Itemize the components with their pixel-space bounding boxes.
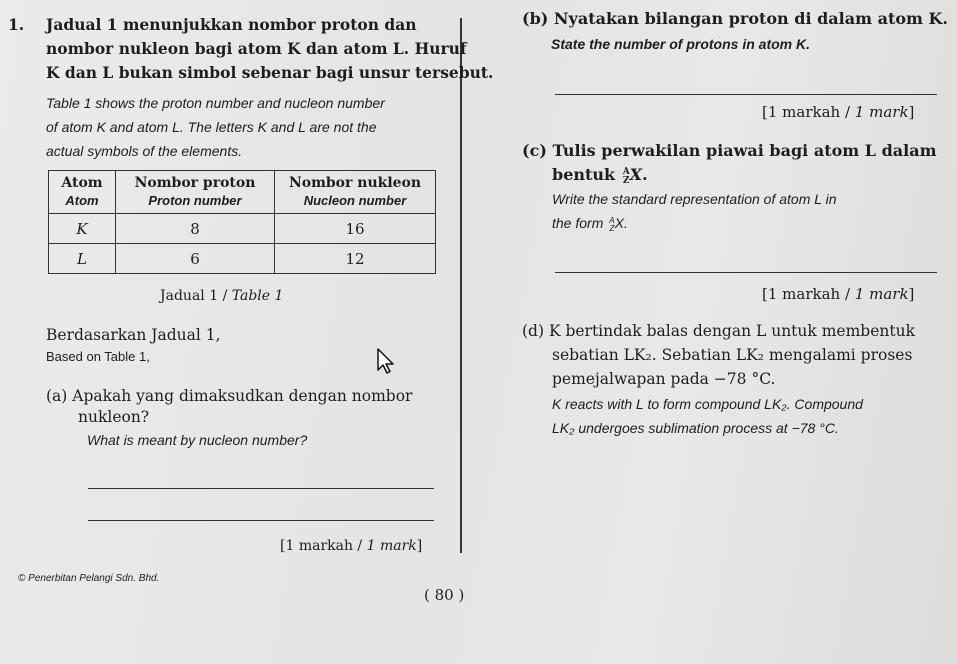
column-divider <box>460 18 462 553</box>
intro-en-line-2: of atom K and atom L. The letters K and L are not the <box>46 119 377 135</box>
answer-line <box>555 94 937 95</box>
part-c-marks: [1 markah / 1 mark] <box>762 285 915 303</box>
cell-proton: 8 <box>116 214 275 244</box>
part-a-ms-line-1: (a) Apakah yang dimaksudkan dengan nombor <box>46 387 413 405</box>
part-c-en-line-1: Write the standard representation of atom L in <box>552 191 837 207</box>
part-d-ms-line-3: pemejalwapan pada −78 °C. <box>552 370 776 388</box>
based-on-ms: Berdasarkan Jadual 1, <box>46 326 221 344</box>
part-d-ms-line-2: sebatian LK₂. Sebatian LK₂ mengalami proses <box>552 346 913 364</box>
part-a-marks: [1 markah / 1 mark] <box>280 538 423 554</box>
answer-line <box>88 488 434 489</box>
part-c-ms-line-1: (c) Tulis perwakilan piawai bagi atom L dalam <box>522 141 937 160</box>
table-row <box>49 244 436 274</box>
part-b-marks: [1 markah / 1 mark] <box>762 103 915 121</box>
answer-line <box>88 520 434 521</box>
cell-nucleon: 12 <box>275 244 436 274</box>
part-a-en: What is meant by nucleon number? <box>87 432 308 448</box>
intro-en-line-1: Table 1 shows the proton number and nucleon number <box>46 95 385 111</box>
part-d-ms-line-1: (d) K bertindak balas dengan L untuk membentuk <box>522 322 915 340</box>
part-c-ms-line-2: bentuk A Z X. <box>552 165 648 186</box>
part-c-en-line-2: the form A Z X. <box>552 215 628 233</box>
table-caption: Jadual 1 / Table 1 <box>160 288 284 304</box>
page-number: ( 80 ) <box>424 586 465 604</box>
intro-ms-line-2: nombor nukleon bagi atom K dan atom L. Huruf <box>46 39 467 58</box>
cell-atom: K <box>49 214 116 244</box>
part-b-ms: (b) Nyatakan bilangan proton di dalam atom K. <box>522 9 948 28</box>
question-number: 1. <box>8 15 25 34</box>
header-proton-number: Nombor proton Proton number <box>116 171 275 214</box>
header-nucleon-number: Nombor nukleon Nucleon number <box>275 171 436 214</box>
intro-ms-line-1: Jadual 1 menunjukkan nombor proton dan <box>46 15 417 34</box>
answer-line <box>555 272 937 273</box>
intro-ms-line-3: K dan L bukan simbol sebenar bagi unsur tersebut. <box>46 63 494 82</box>
publisher-credit: © Penerbitan Pelangi Sdn. Bhd. <box>18 573 160 584</box>
part-d-en-line-2: LK₂ undergoes sublimation process at −78 °C. <box>552 420 839 436</box>
mouse-cursor-icon <box>376 347 398 375</box>
cell-nucleon: 16 <box>275 214 436 244</box>
part-b-en: State the number of protons in atom K. <box>551 36 811 52</box>
table-header-row <box>49 171 436 214</box>
cell-atom: L <box>49 244 116 274</box>
table-row <box>49 214 436 244</box>
header-atom: Atom Atom <box>49 171 116 214</box>
cell-proton: 6 <box>116 244 275 274</box>
intro-en-line-3: actual symbols of the elements. <box>46 143 243 159</box>
table-1 <box>48 170 436 274</box>
part-a-ms-line-2: nukleon? <box>78 408 150 426</box>
part-d-en-line-1: K reacts with L to form compound LK₂. Compound <box>552 396 863 412</box>
based-on-en: Based on Table 1, <box>46 349 150 364</box>
